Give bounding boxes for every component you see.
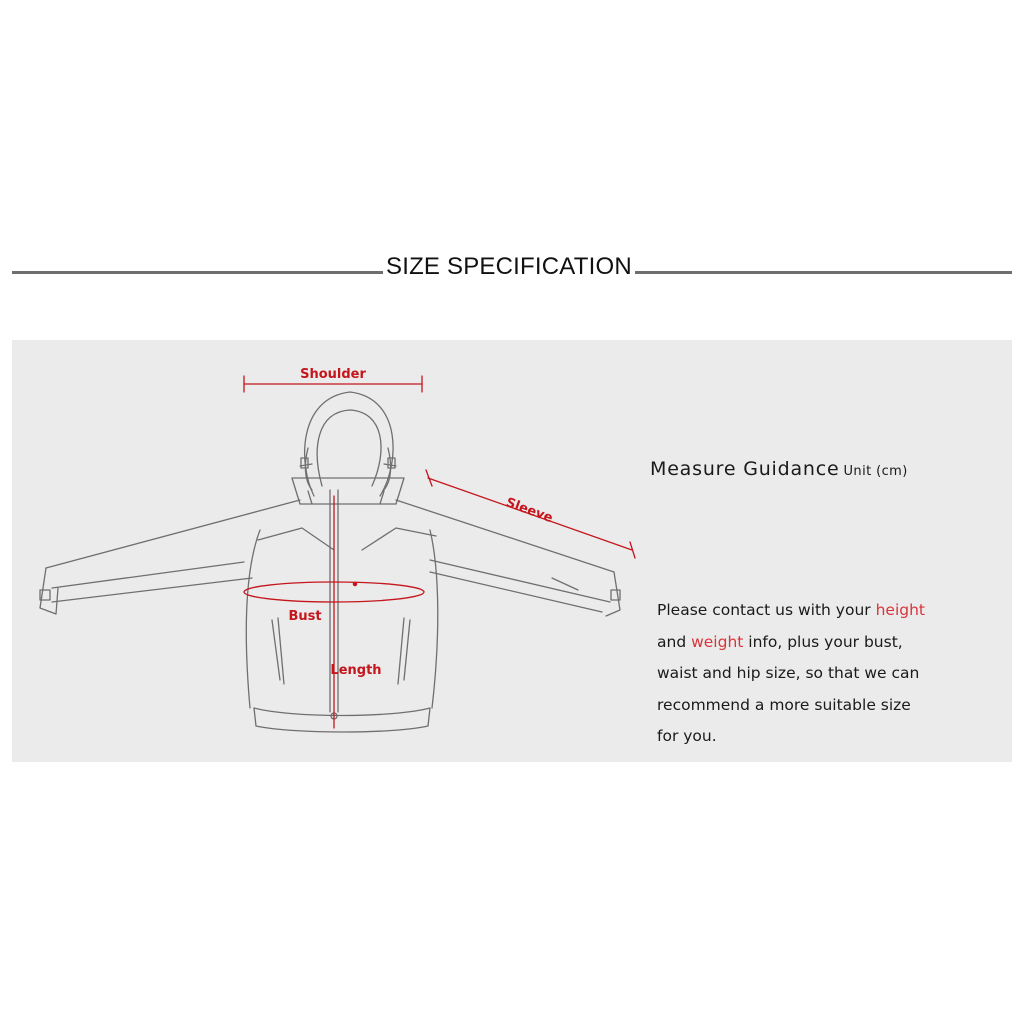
measurement-marks [244,376,635,728]
shoulder-label: Shoulder [300,367,366,382]
advice-line: Please contact us with your height [657,601,925,619]
measure-guidance-heading [650,458,908,480]
height-highlight: height [875,601,925,619]
page-title: SIZE SPECIFICATION [383,252,635,282]
length-label: Length [330,663,382,678]
jacket-outline [40,392,620,732]
advice-line: and weight info, plus your bust, [657,632,903,651]
advice-line: waist and hip size, so that we can [657,664,920,682]
sleeve-label: Sleeve [503,495,555,527]
size-guide-panel [12,340,1012,762]
weight-highlight: weight [691,632,744,651]
bust-label: Bust [288,609,322,624]
unit-label: Unit (cm) [843,464,908,479]
advice-line: recommend a more suitable size [657,695,911,714]
size-advice-text [657,595,997,753]
measure-guidance-title: Measure Guidance [650,458,840,480]
advice-line: for you. [657,727,717,745]
